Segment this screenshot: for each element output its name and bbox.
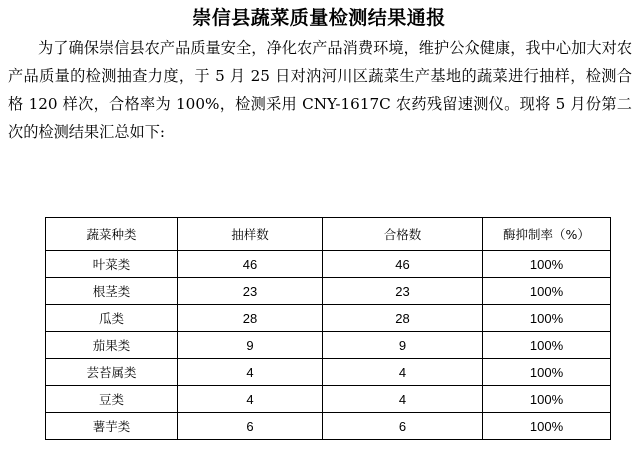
- header-qualified-count: 合格数: [323, 218, 483, 251]
- cell-inhibition-rate: 100%: [483, 386, 611, 413]
- cell-qualified-count: 46: [323, 251, 483, 278]
- cell-inhibition-rate: 100%: [483, 359, 611, 386]
- cell-qualified-count: 23: [323, 278, 483, 305]
- cell-inhibition-rate: 100%: [483, 305, 611, 332]
- table-row: [46, 359, 611, 386]
- table-row: [46, 278, 611, 305]
- cell-vegetable-type: 瓜类: [46, 305, 178, 332]
- header-sample-count: 抽样数: [178, 218, 323, 251]
- cell-qualified-count: 28: [323, 305, 483, 332]
- cell-qualified-count: 9: [323, 332, 483, 359]
- results-table: [45, 217, 611, 440]
- cell-vegetable-type: 豆类: [46, 386, 178, 413]
- cell-sample-count: 6: [178, 413, 323, 440]
- cell-vegetable-type: 叶菜类: [46, 251, 178, 278]
- cell-inhibition-rate: 100%: [483, 413, 611, 440]
- cell-sample-count: 46: [178, 251, 323, 278]
- cell-sample-count: 23: [178, 278, 323, 305]
- cell-vegetable-type: 根茎类: [46, 278, 178, 305]
- header-vegetable-type: 蔬菜种类: [46, 218, 178, 251]
- table-row: [46, 386, 611, 413]
- table-row: [46, 413, 611, 440]
- table-row: [46, 305, 611, 332]
- document-paragraph: 为了确保崇信县农产品质量安全，净化农产品消费环境，维护公众健康，我中心加大对农产品质量的检测抽查力度，于 5 月 25 日对汭河川区蔬菜生产基地的蔬菜进行抽样，检测合格 120 样次，合格率为 100%，检测采用 CNY-1617C 农药残留速测仪。现将 5 月份第二次的检测结果汇总如下:: [8, 39, 632, 141]
- cell-inhibition-rate: 100%: [483, 251, 611, 278]
- document-title: 崇信县蔬菜质量检测结果通报: [192, 7, 446, 29]
- cell-sample-count: 9: [178, 332, 323, 359]
- table-row: [46, 332, 611, 359]
- cell-sample-count: 28: [178, 305, 323, 332]
- cell-sample-count: 4: [178, 386, 323, 413]
- cell-vegetable-type: 薯芋类: [46, 413, 178, 440]
- cell-qualified-count: 6: [323, 413, 483, 440]
- cell-qualified-count: 4: [323, 359, 483, 386]
- cell-sample-count: 4: [178, 359, 323, 386]
- table-header-row: [46, 218, 611, 251]
- cell-vegetable-type: 茄果类: [46, 332, 178, 359]
- cell-vegetable-type: 芸苔属类: [46, 359, 178, 386]
- table-row: [46, 251, 611, 278]
- cell-inhibition-rate: 100%: [483, 278, 611, 305]
- cell-qualified-count: 4: [323, 386, 483, 413]
- cell-inhibition-rate: 100%: [483, 332, 611, 359]
- header-inhibition-rate: 酶抑制率（%）: [483, 218, 611, 251]
